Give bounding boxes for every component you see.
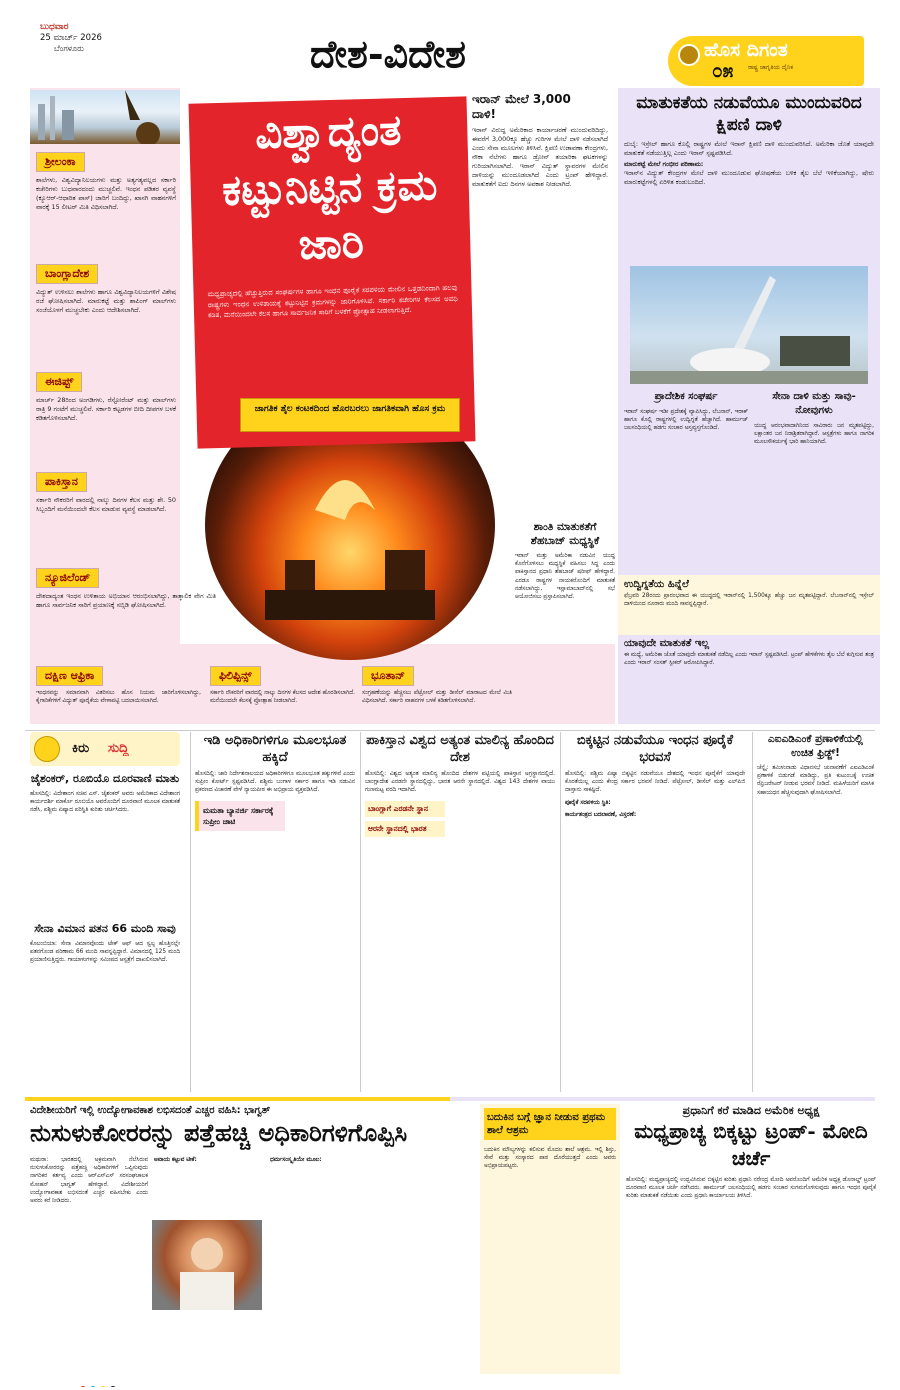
country-block-5 (36, 664, 201, 722)
country-text: ಮಾರ್ಚ್ 28ರಿಂದ ಅಂಗಡಿಗಳು, ರೆಸ್ಟೋರೆಂಟ್ ಮತ್ತು ಮಾಲ್‌ಗಳು ರಾತ್ರಿ 9 ಗಂಟೆಗೆ ಮುಚ್ಚಲಿವೆ. ಸರ್ಕಾರಿ ಕಟ್ಟಡಗಳ ಬೀದಿ ದೀಪಗಳ ಬಳಕೆ ಕಡಿತಗೊಳಿಸಲಾಗಿದೆ. (36, 396, 176, 422)
kiru-label: ಕಿರು (72, 741, 90, 756)
kiru-suddi-column (30, 732, 182, 1092)
country-text: ಸರ್ಕಾರಿ ನೌಕರರಿಗೆ ವಾರದಲ್ಲಿ ನಾಲ್ಕು ದಿನಗಳ ಕೆಲಸದ ಆದೇಶ ಹೊರಡಿಸಲಾಗಿದೆ. ಮನೆಯಿಂದಲೇ ಕೆಲಸಕ್ಕೆ ಪ್ರೋತ್ಸಾಹ ನೀಡಲಾಗಿದೆ. (210, 690, 355, 705)
crisis-story (560, 732, 745, 1092)
city-label: ಬೆಂಗಳೂರು (54, 44, 84, 53)
pak-text: ಹೊಸದಿಲ್ಲಿ: ವಿಶ್ವದ ಅತ್ಯಂತ ಮಾಲಿನ್ಯ ಹೊಂದಿದ ದೇಶಗಳ ಪಟ್ಟಿಯಲ್ಲಿ ಪಾಕಿಸ್ತಾನ ಅಗ್ರಸ್ಥಾನದಲ್ಲಿದೆ. ಬಾಂಗ್ಲಾದೇಶ ಎರಡನೇ ಸ್ಥಾನದಲ್ಲಿದ್ದು, ಭಾರತ ಆರನೇ ಸ್ಥಾನದಲ್ಲಿದೆ. ವಿಶ್ವದ 143 ದೇಶಗಳ ವಾಯು ಗುಣಮಟ್ಟ ವರದಿ ಇದಾಗಿದೆ. (365, 771, 555, 794)
brand-logo-icon (678, 44, 700, 66)
hand-icon (34, 736, 60, 762)
regional-title: ಪ್ರಾದೇಶಿಕ ಸಂಘರ್ಷ (654, 391, 718, 402)
peace-title: ಶಾಂತಿ ಮಾತುಕತೆಗೆ ಶೆಹಬಾಜ್ ಮಧ್ಯಸ್ಥಿಕೆ (530, 521, 600, 547)
country-text: ಸರ್ಕಾರಿ ನೌಕರರಿಗೆ ವಾರದಲ್ಲಿ ನಾಲ್ಕು ದಿನಗಳ ಕೆಲಸ ಮತ್ತು ಶೇ. 50 ಸಿಬ್ಬಂದಿಗೆ ಮನೆಯಿಂದಲೇ ಕೆಲಸ ಮಾಡುವ ವ್ಯವಸ್ಥೆ ಮಾಡಲಾಗಿದೆ. (36, 496, 176, 513)
country-block-2 (36, 370, 176, 465)
oil-photo (30, 90, 180, 144)
fridge-text: ಚೆನ್ನೈ: ತಮಿಳುನಾಡು ವಿಧಾನಸಭೆ ಚುನಾವಣೆಗೆ ಎಐಎಡಿಎಂಕೆ ಪ್ರಣಾಳಿಕೆ ಬಿಡುಗಡೆ ಮಾಡಿದ್ದು, ಪ್ರತಿ ಕುಟುಂಬಕ್ಕೆ ಉಚಿತ ರೆಫ್ರಿಜರೇಟರ್ ನೀಡುವ ಭರವಸೆ ನೀಡಿದೆ. ಮಹಿಳೆಯರಿಗೆ ಮಾಸಿಕ ಸಹಾಯಧನ ಹೆಚ್ಚಿಸುವುದಾಗಿ ಘೋಷಿಸಲಾಗಿದೆ. (757, 765, 874, 796)
country-text: ವಿದ್ಯುತ್ ಉಳಿಸಲು ಶಾಲೆಗಳು ಹಾಗೂ ವಿಶ್ವವಿದ್ಯಾನಿಲಯಗಳಿಗೆ ವಿಶೇಷ ರಜೆ ಘೋಷಿಸಲಾಗಿದೆ. ಮಾರುಕಟ್ಟೆ ಮತ್ತು ಶಾಪಿಂಗ್ ಮಾಲ್‌ಗಳು ಸಂಜೆಯೊಳಗೆ ಮುಚ್ಚಬೇಕು ಎಂದು ಆದೇಶಿಸಲಾಗಿದೆ. (36, 288, 176, 314)
jaishankar-text: ಹೊಸದಿಲ್ಲಿ: ವಿದೇಶಾಂಗ ಸಚಿವ ಎಸ್. ಜೈಶಂಕರ್ ಅವರು ಅಮೆರಿಕಾದ ವಿದೇಶಾಂಗ ಕಾರ್ಯದರ್ಶಿ ಮಾರ್ಕೊ ರೂಬಿಯೊ ಅವರೊಂದಿಗೆ ದೂರವಾಣಿ ಮೂಲಕ ಮಾತುಕತೆ ನಡೆಸಿ, ಪಶ್ಚಿಮ ಏಷ್ಯಾದ ಪರಿಸ್ಥಿತಿ ಕುರಿತು ಚರ್ಚಿಸಿದರು. (30, 791, 180, 814)
brand-box (668, 36, 864, 86)
brand-tagline: ರಾಷ್ಟ್ರ ಜಾಗೃತಿಯ ದೈನಿಕ (748, 64, 794, 71)
country-title: ಬಾಂಗ್ಲಾದೇಶ (36, 264, 98, 284)
tension-text: ಫೆಬ್ರವರಿ 28ರಂದು ಪ್ರಾರಂಭವಾದ ಈ ಯುದ್ಧದಲ್ಲಿ ಇರಾನ್‌ನಲ್ಲಿ 1,500ಕ್ಕೂ ಹೆಚ್ಚು ಜನ ಮೃತಪಟ್ಟಿದ್ದಾರೆ. ಲೆಬನಾನ್‌ನಲ್ಲಿ ಇಸ್ರೇಲ್ ದಾಳಿಯಿಂದ ನೂರಾರು ಮಂದಿ ಸಾವನ್ನಪ್ಪಿದ್ದಾರೆ. (624, 593, 874, 608)
ashram-text: ಬದುಕಿನ ಮೌಲ್ಯಗಳನ್ನು ಕಲಿಸುವ ಮೊದಲ ಶಾಲೆ ಆಶ್ರಮ. ಇಲ್ಲಿ ಶಿಸ್ತು, ಸೇವೆ ಮತ್ತು ಸಂಸ್ಕಾರದ ಪಾಠ ದೊರೆಯುತ್ತದೆ ಎಂದು ಅವರು ಅಭಿಪ್ರಾಯಪಟ್ಟರು. (484, 1147, 616, 1170)
modi-title: ಮಧ್ಯಪ್ರಾಚ್ಯ ಬಿಕ್ಕಟ್ಟು ಟ್ರಂಪ್- ಮೋದಿ ಚರ್ಚೆ (634, 1119, 868, 1170)
day-label: ಬುಧವಾರ (40, 22, 69, 32)
country-block-6 (210, 664, 355, 722)
crisis-sub-2: ಕಾರ್ಯತಂತ್ರದ ಬದಲಾವಣೆ, ವಿಸ್ತರಣೆ: (565, 811, 637, 818)
ed-title: ಇಡಿ ಅಧಿಕಾರಿಗಳಿಗೂ ಮೂಲಭೂತ ಹಕ್ಕಿದೆ (203, 733, 347, 765)
ed-story (190, 732, 355, 1092)
country-title: ಪಾಕಿಸ್ತಾನ (36, 472, 87, 492)
crisis-title: ಬಿಕ್ಕಟ್ಟಿನ ನಡುವೆಯೂ ಇಂಧನ ಪೂರೈಕೆ ಭರವಸೆ (576, 733, 734, 765)
peace-story (515, 520, 615, 710)
suddi-label: ಸುದ್ದಿ (108, 741, 129, 756)
bhagwat-story (30, 1104, 480, 1374)
country-text: ಇಂಧನವನ್ನು ಸಮಾನವಾಗಿ ವಿತರಿಸಲು ಹೊಸ ನಿಯಮ ಜಾರಿಗೊಳಿಸಲಾಗಿದ್ದು, ಕೈಗಾರಿಕೆಗಳಿಗೆ ವಿದ್ಯುತ್ ಪೂರೈಕೆಯ ವೇಳಾಪಟ್ಟಿ ಬದಲಾಯಿಸಲಾಗಿದೆ. (36, 690, 201, 705)
bhagwat-photo (152, 1220, 262, 1310)
casualty-text: ಯುದ್ಧ ಆರಂಭವಾದಾಗಿನಿಂದ ಸಾವಿರಾರು ಜನ ಮೃತಪಟ್ಟಿದ್ದು, ಲಕ್ಷಾಂತರ ಜನ ನಿರಾಶ್ರಿತರಾಗಿದ್ದಾರೆ. ಆಸ್ಪತ್ರೆಗಳು ಹಾಗೂ ನಾಗರಿಕ ಮೂಲಸೌಕರ್ಯಕ್ಕೆ ಭಾರಿ ಹಾನಿಯಾಗಿದೆ. (754, 423, 874, 446)
date-label: 25 ಮಾರ್ಚ್ 2026 (40, 33, 102, 43)
missile-text: ದುಬೈ: ಇಸ್ರೇಲ್ ಹಾಗೂ ಕೊಲ್ಲಿ ರಾಷ್ಟ್ರಗಳ ಮೇಲೆ ಇರಾನ್ ಕ್ಷಿಪಣಿ ದಾಳಿ ಮುಂದುವರಿಸಿದೆ. ಅಮೆರಿಕಾ ಜೊತೆ ಯಾವುದೇ ಮಾತುಕತೆ ನಡೆಯುತ್ತಿಲ್ಲ ಎಂದು ಇರಾನ್ ಸ್ಪಷ್ಟಪಡಿಸಿದೆ. (624, 140, 874, 157)
jaishankar-story (30, 772, 180, 942)
tension-title: ಉದ್ವಿಗ್ನತೆಯ ಹಿನ್ನೆಲೆ (624, 579, 689, 590)
bhagwat-sub-1: ಅವಾಯ ಕಟ್ಟುವ ಟೀಕೆ: (154, 1157, 197, 1163)
country-block-0 (36, 150, 176, 262)
missile-sub-title: ಮಾರುಕಟ್ಟೆ ಮೇಲೆ ಗಂಭೀರ ಪರಿಣಾಮ: (624, 160, 704, 168)
lead-tagline: ಜಾಗತಿಕ ತೈಲ ಕಂಟಕದಿಂದ ಹೊರಬರಲು ಜಾಗತಿಕವಾಗಿ ಹೊಸ ಕ್ರಮ (240, 398, 460, 432)
casualty-story (754, 390, 874, 580)
crash-text: ಕೊಲಂಬಿಯಾ: ಸೇನಾ ವಿಮಾನವೊಂದು ಟೇಕ್ ಆಫ್ ಆದ ಸ್ವಲ್ಪ ಹೊತ್ತಿನಲ್ಲೇ ಪತನಗೊಂಡ ಪರಿಣಾಮ 66 ಮಂದಿ ಸಾವನ್ನಪ್ಪಿದ್ದಾರೆ. ವಿಮಾನದಲ್ಲಿ 125 ಮಂದಿ ಪ್ರಯಾಣಿಸುತ್ತಿದ್ದರು. ಗಾಯಾಳುಗಳನ್ನು ಸಮೀಪದ ಆಸ್ಪತ್ರೆಗೆ ದಾಖಲಿಸಲಾಗಿದೆ. (30, 941, 180, 964)
pak-pull-quote-1: ಬಾಂಗ್ಲಾಗೆ ಎರಡನೇ ಸ್ಥಾನ (365, 801, 445, 817)
print-registration-marks (80, 1377, 820, 1387)
date-box (40, 22, 170, 84)
bhagwat-title: ನುಸುಳುಕೋರರನ್ನು ಪತ್ತೆಹಚ್ಚಿ ಅಧಿಕಾರಿಗಳಿಗೊಪ್ಪಿಸಿ (30, 1118, 408, 1147)
country-block-7 (362, 664, 512, 722)
country-text: ದೇಶದಾದ್ಯಂತ ಇಂಧನ ಉಳಿತಾಯ ಅಭಿಯಾನ ಆರಂಭಿಸಲಾಗಿದ್ದು, ತಾತ್ಕಾಲಿಕ ವೇಗ ಮಿತಿ ಹಾಗೂ ಸಾರ್ವಜನಿಕ ಸಾರಿಗೆ ಪ್ರಯಾಣಕ್ಕೆ ಸಬ್ಸಿಡಿ ಘೋಷಿಸಲಾಗಿದೆ. (36, 592, 216, 609)
lead-red-box (189, 96, 476, 448)
lead-summary: ಮಧ್ಯಪ್ರಾಚ್ಯದಲ್ಲಿ ಹೆಚ್ಚುತ್ತಿರುವ ಸಂಘರ್ಷಗಳ ಹಾಗೂ ಇಂಧನ ಪೂರೈಕೆ ಸರಪಳಿಯ ಮೇಲಿನ ಒತ್ತಡದಿಂದಾಗಿ ಹಲವು ರಾಷ್ಟ್ರಗಳು ಇಂಧನ ಉಳಿತಾಯಕ್ಕೆ ಕಟ್ಟುನಿಟ್ಟಿನ ಕ್ರಮಗಳನ್ನು ಜಾರಿಗೊಳಿಸಿವೆ. ಸರ್ಕಾರಿ ಕಚೇರಿಗಳ ಕೆಲಸದ ಅವಧಿ ಕಡಿತ, ಮನೆಯಿಂದಲೇ ಕೆಲಸ ಹಾಗೂ ಸಾರ್ವಜನಿಕ ಸಾರಿಗೆ ಬಳಕೆಗೆ ಪ್ರೋತ್ಸಾಹ ನೀಡಲಾಗುತ್ತಿದೆ. (207, 283, 458, 320)
missile-title: ಮಾತುಕತೆಯ ನಡುವೆಯೂ ಮುಂದುವರಿದ ಕ್ಷಿಪಣಿ ದಾಳಿ (636, 93, 862, 135)
section-title: ದೇಶ-ವಿದೇಶ (310, 31, 466, 76)
regional-text: ಇರಾನ್ ಸಂಘರ್ಷ ಇಡೀ ಪ್ರದೇಶಕ್ಕೆ ವ್ಯಾಪಿಸಿದ್ದು, ಲೆಬನಾನ್, ಇರಾಕ್ ಹಾಗೂ ಕೊಲ್ಲಿ ರಾಷ್ಟ್ರಗಳಲ್ಲಿ ಉದ್ವಿಗ್ನತೆ ಹೆಚ್ಚಾಗಿದೆ. ಹಾರ್ಮುಜ್ ಜಲಸಂಧಿಯಲ್ಲಿ ಹಡಗು ಸಂಚಾರ ಅಸ್ತವ್ಯಸ್ತಗೊಂಡಿದೆ. (624, 409, 748, 432)
modi-story (626, 1104, 876, 1374)
refinery-illustration (30, 90, 180, 144)
crash-title: ಸೇನಾ ವಿಮಾನ ಪತನ 66 ಮಂದಿ ಸಾವು (34, 922, 176, 935)
peace-text: ಇರಾನ್ ಮತ್ತು ಅಮೆರಿಕಾ ನಡುವಿನ ಯುದ್ಧ ಕೊನೆಗೊಳಿಸಲು ಮಧ್ಯಸ್ಥಿಕೆ ವಹಿಸಲು ಸಿದ್ಧ ಎಂದು ಪಾಕಿಸ್ತಾನದ ಪ್ರಧಾನಿ ಶೆಹಬಾಜ್ ಷರೀಫ್ ಹೇಳಿದ್ದಾರೆ. ಎರಡೂ ರಾಷ್ಟ್ರಗಳ ನಾಯಕರೊಂದಿಗೆ ಮಾತುಕತೆ ನಡೆಸಲಾಗಿದ್ದು, ಇಸ್ಲಾಮಾಬಾದ್‌ನಲ್ಲಿ ಸಭೆ ಆಯೋಜಿಸಲು ಪ್ರಸ್ತಾಪಿಸಲಾಗಿದೆ. (515, 553, 615, 601)
jaishankar-title: ಜೈಶಂಕರ್, ರೂಬಿಯೊ ದೂರವಾಣಿ ಮಾತು (30, 772, 180, 785)
kiru-badge (30, 732, 180, 766)
bhagwat-text: ಮಥುರಾ: ಭಾರತದಲ್ಲಿ ಅಕ್ರಮವಾಗಿ ನೆಲೆಸಿರುವ ನುಸುಳುಕೋರರನ್ನು ಪತ್ತೆಹಚ್ಚಿ ಅಧಿಕಾರಿಗಳಿಗೆ ಒಪ್ಪಿಸುವುದು ನಾಗರಿಕರ ಕರ್ತವ್ಯ ಎಂದು ಆರ್‌ಎಸ್‌ಎಸ್ ಸರಸಂಘಚಾಲಕ ಮೋಹನ್ ಭಾಗ್ವತ್ ಹೇಳಿದ್ದಾರೆ. ವಿದೇಶೀಯರಿಗೆ ಉದ್ಯೋಗಾವಕಾಶ ಲಭಿಸದಂತೆ ಎಚ್ಚರ ವಹಿಸಬೇಕು ಎಂದು ಅವರು ಕರೆ ನೀಡಿದರು. (30, 1157, 148, 1205)
fridge-story (752, 732, 874, 1092)
country-text: ಶಾಲೆಗಳು, ವಿಶ್ವವಿದ್ಯಾನಿಲಯಗಳು ಮತ್ತು ಅತ್ಯಗತ್ಯವಲ್ಲದ ಸರ್ಕಾರಿ ಕಚೇರಿಗಳು ಬುಧವಾರದಂದು ಮುಚ್ಚಲಿವೆ. ಇಂಧನ ಪಡಿತರ ವ್ಯವಸ್ಥೆ (ಕ್ಯೂಆರ್-ಆಧಾರಿತ ಪಾಸ್) ಜಾರಿಗೆ ಬಂದಿದ್ದು, ಖಾಸಗಿ ವಾಹನಗಳಿಗೆ ವಾರಕ್ಕೆ 15 ಲೀಟರ್ ಮಿತಿ ವಿಧಿಸಲಾಗಿದೆ. (36, 176, 176, 211)
country-title: ಶ್ರೀಲಂಕಾ (36, 152, 85, 172)
country-block-1 (36, 262, 176, 362)
country-title: ಫಿಲಿಪ್ಪಿನ್ಸ್ (210, 666, 261, 686)
ashram-title: ಬದುಕಿನ ಬಗ್ಗೆ ಜ್ಞಾನ ನೀಡುವ ಪ್ರಥಮ ಶಾಲೆ ಆಶ್ರಮ (484, 1108, 616, 1140)
modi-text: ಹೊಸದಿಲ್ಲಿ: ಮಧ್ಯಪ್ರಾಚ್ಯದಲ್ಲಿ ಉದ್ಭವಿಸಿರುವ ಬಿಕ್ಕಟ್ಟಿನ ಕುರಿತು ಪ್ರಧಾನಿ ನರೇಂದ್ರ ಮೋದಿ ಅವರೊಂದಿಗೆ ಅಮೆರಿಕ ಅಧ್ಯಕ್ಷ ಡೊನಾಲ್ಡ್ ಟ್ರಂಪ್ ದೂರವಾಣಿ ಮೂಲಕ ಚರ್ಚೆ ನಡೆಸಿದರು. ಹಾರ್ಮುಜ್ ಜಲಸಂಧಿಯಲ್ಲಿ ಹಡಗು ಸಂಚಾರ ಸುಗಮಗೊಳಿಸುವುದು ಹಾಗೂ ಇಂಧನ ಪೂರೈಕೆ ಕುರಿತು ಮಾತುಕತೆ ನಡೆಯಿತು ಎಂದು ಪ್ರಧಾನಿ ಕಾರ್ಯಾಲಯ ತಿಳಿಸಿದೆ. (626, 1177, 876, 1200)
page-number: ೦೫ (712, 60, 734, 82)
iran-text: ಇರಾನ್ ವಿರುದ್ಧ ಅಮೆರಿಕಾದ ಕಾರ್ಯಾಚರಣೆ ಮುಂದುವರಿದಿದ್ದು, ಈವರೆಗೆ 3,000ಕ್ಕೂ ಹೆಚ್ಚು ಗುರಿಗಳ ಮೇಲೆ ದಾಳಿ ನಡೆಸಲಾಗಿದೆ ಎಂದು ಸೇನಾ ಮೂಲಗಳು ತಿಳಿಸಿವೆ. ಕ್ಷಿಪಣಿ ಉಡಾವಣಾ ಕೇಂದ್ರಗಳು, ನೌಕಾ ನೆಲೆಗಳು ಹಾಗೂ ಡ್ರೋನ್ ತಯಾರಿಕಾ ಘಟಕಗಳನ್ನು ಗುರಿಯಾಗಿಸಲಾಗಿದೆ. ಇರಾನ್ ವಿದ್ಯುತ್ ಸ್ಥಾವರಗಳ ಮೇಲಿನ ದಾಳಿಯನ್ನು ಮುಂದೂಡಲಾಗಿದೆ ಎಂದು ಟ್ರಂಪ್ ಹೇಳಿದ್ದಾರೆ. ಮಾತುಕತೆಗೆ ಐದು ದಿನಗಳ ಅವಕಾಶ ನೀಡಲಾಗಿದೆ. (472, 126, 608, 188)
nodeal-story (624, 638, 874, 722)
country-title: ದಕ್ಷಿಣ ಆಫ್ರಿಕಾ (36, 666, 103, 686)
tension-story (618, 575, 880, 635)
pak-pull-quote-2: ಆರನೇ ಸ್ಥಾನದಲ್ಲಿ ಭಾರತ (365, 821, 445, 837)
missile-sub-text: ಇರಾನ್‌ನ ವಿದ್ಯುತ್ ಕೇಂದ್ರಗಳ ಮೇಲೆ ದಾಳಿ ಮುಂದೂಡುವ ಘೋಷಣೆಯ ಬಳಿಕ ತೈಲ ಬೆಲೆ ಇಳಿಕೆಯಾಗಿದ್ದು, ಷೇರು ಮಾರುಕಟ್ಟೆಗಳಲ್ಲಿ ಏರಿಳಿತ ಕಂಡುಬಂದಿದೆ. (624, 169, 874, 186)
country-title: ಈಜಿಪ್ಟ್ (36, 372, 82, 392)
iran-story (472, 92, 615, 512)
lead-headline: ವಿಶ್ವಾದ್ಯಂತ ಕಟ್ಟುನಿಟ್ಟಿನ ಕ್ರಮ ಜಾರಿ (221, 105, 438, 269)
missile-story (624, 92, 874, 262)
regional-story (624, 390, 748, 580)
ed-text: ಹೊಸದಿಲ್ಲಿ: ಜಾರಿ ನಿರ್ದೇಶನಾಲಯದ ಅಧಿಕಾರಿಗಳಿಗೂ ಮೂಲಭೂತ ಹಕ್ಕುಗಳಿವೆ ಎಂದು ಸುಪ್ರೀಂ ಕೋರ್ಟ್ ಸ್ಪಷ್ಟಪಡಿಸಿದೆ. ಪಶ್ಚಿಮ ಬಂಗಾಳ ಸರ್ಕಾರ ಹಾಗೂ ಇಡಿ ನಡುವಿನ ಪ್ರಕರಣದ ವಿಚಾರಣೆ ವೇಳೆ ನ್ಯಾಯಪೀಠ ಈ ಅಭಿಪ್ರಾಯ ವ್ಯಕ್ತಪಡಿಸಿದೆ. (195, 771, 355, 794)
pak-story (360, 732, 555, 1092)
country-block-4 (36, 566, 246, 646)
brand-name: ಹೊಸ ದಿಗಂತ (704, 39, 788, 61)
bhagwat-sub-2: ಧರ್ಮಸಂಸ್ಕೃತಿಯೇ ಮೂಲ: (270, 1157, 322, 1163)
nodeal-text: ಈ ಮಧ್ಯೆ, ಅಮೆರಿಕಾ ಜೊತೆ ಯಾವುದೇ ಮಾತುಕತೆ ನಡೆದಿಲ್ಲ ಎಂದು ಇರಾನ್ ಸ್ಪಷ್ಟಪಡಿಸಿದೆ. ಟ್ರಂಪ್ ಹೇಳಿಕೆಗಳು ತೈಲ ಬೆಲೆ ಕುಗ್ಗಿಸುವ ತಂತ್ರ ಎಂದು ಇರಾನ್ ಸಂಸತ್ ಸ್ಪೀಕರ್ ಆರೋಪಿಸಿದ್ದಾರೆ. (624, 652, 874, 667)
speaker-illustration (152, 1220, 262, 1310)
bhagwat-kicker: ವಿದೇಶೀಯರಿಗೆ ಇಲ್ಲಿ ಉದ್ಯೋಗಾವಕಾಶ ಲಭಿಸದಂತೆ ಎಚ್ಚರ ವಹಿಸಿ: ಭಾಗ್ವತ್ (30, 1105, 271, 1116)
masthead (0, 0, 900, 88)
country-text: ಸಂಗ್ರಹಣೆಯನ್ನು ಹೆಚ್ಚಿಸಲು ಪೆಟ್ರೋಲ್ ಮತ್ತು ಡೀಸೆಲ್ ಮಾರಾಟದ ಮೇಲೆ ಮಿತಿ ವಿಧಿಸಲಾಗಿದೆ. ಸರ್ಕಾರಿ ವಾಹನಗಳ ಬಳಕೆ ಕಡಿತಗೊಳಿಸಲಾಗಿದೆ. (362, 690, 512, 705)
casualty-title: ಸೇನಾ ದಾಳಿ ಮತ್ತು ಸಾವು-ನೋವುಗಳು (772, 391, 856, 416)
ed-pull-quote: ಮಮತಾ ಬ್ಯಾನರ್ಜಿ ಸರ್ಕಾರಕ್ಕೆ ಸುಪ್ರೀಂ ಚಾಟಿ (195, 801, 285, 831)
ashram-story (480, 1104, 620, 1374)
fridge-title: ಎಐಎಡಿಎಂಕೆ ಪ್ರಣಾಳಿಕೆಯಲ್ಲಿ ಉಚಿತ ಫ್ರಿಡ್ಜ್! (768, 733, 863, 759)
bottom-color-strip (25, 1097, 875, 1101)
modi-kicker: ಪ್ರಧಾನಿಗೆ ಕರೆ ಮಾಡಿದ ಅಮೆರಿಕ ಅಧ್ಯಕ್ಷ (682, 1104, 820, 1117)
missile-photo (630, 266, 868, 384)
iran-title: ಇರಾನ್ ಮೇಲೆ 3,000 ದಾಳಿ! (472, 92, 571, 121)
missile-illustration (630, 266, 868, 384)
crisis-text: ಹೊಸದಿಲ್ಲಿ: ಪಶ್ಚಿಮ ಏಷ್ಯಾ ಬಿಕ್ಕಟ್ಟಿನ ನಡುವೆಯೂ ದೇಶದಲ್ಲಿ ಇಂಧನ ಪೂರೈಕೆಗೆ ಯಾವುದೇ ಕೊರತೆಯಿಲ್ಲ ಎಂದು ಕೇಂದ್ರ ಸರ್ಕಾರ ಭರವಸೆ ನೀಡಿದೆ. ಪೆಟ್ರೋಲ್, ಡೀಸೆಲ್ ಮತ್ತು ಎಲ್‌ಪಿಜಿ ದಾಸ್ತಾನು ಸಾಕಷ್ಟಿದೆ. (565, 771, 745, 794)
country-title: ಭೂತಾನ್ (362, 666, 414, 686)
crisis-sub-1: ಪೂರೈಕೆ ಸರಪಳಿಯ ಸ್ಥಿತಿ: (565, 799, 611, 806)
crash-story (30, 922, 180, 1087)
nodeal-title: ಯಾವುದೇ ಮಾತುಕತೆ ಇಲ್ಲ (624, 638, 709, 649)
country-title: ನ್ಯೂಜಿಲೆಂಡ್ (36, 568, 99, 588)
country-block-3 (36, 470, 176, 560)
pak-title: ಪಾಕಿಸ್ತಾನ ವಿಶ್ವದ ಅತ್ಯಂತ ಮಾಲಿನ್ಯ ಹೊಂದಿದ ದೇಶ (366, 733, 554, 765)
